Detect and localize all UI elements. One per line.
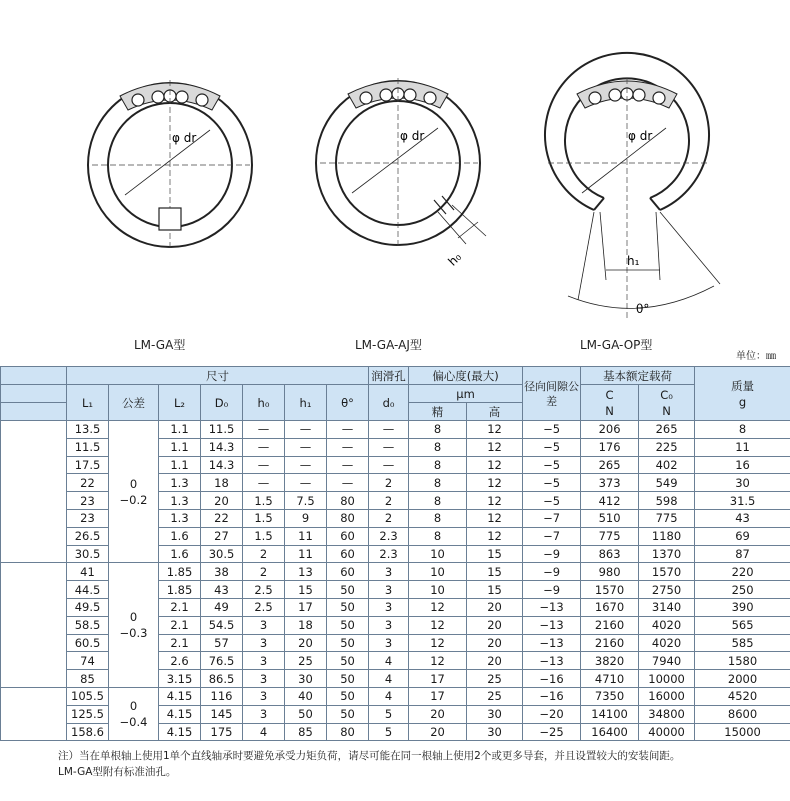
table-cell: 1670	[581, 598, 639, 616]
table-cell: 14100	[581, 705, 639, 723]
table-cell: 20	[467, 652, 523, 670]
table-cell: 74	[67, 652, 109, 670]
table-cell: 85	[285, 723, 327, 741]
table-cell: 412	[581, 492, 639, 510]
table-cell: 510	[581, 509, 639, 527]
table-cell: 3820	[581, 652, 639, 670]
spec-table-body	[1, 421, 790, 741]
model-cell	[1, 705, 67, 723]
table-cell: 50	[327, 705, 369, 723]
table-cell: 3	[243, 652, 285, 670]
table-cell: 17.5	[67, 456, 109, 474]
table-cell: 2000	[695, 670, 790, 688]
table-cell: 76.5	[201, 652, 243, 670]
table-cell: 50	[327, 634, 369, 652]
table-cell: 17	[409, 670, 467, 688]
table-cell: 41	[67, 563, 109, 581]
table-cell: 17	[285, 598, 327, 616]
table-cell: 13.5	[67, 421, 109, 439]
table-cell: 2160	[581, 616, 639, 634]
model-cell	[1, 509, 67, 527]
table-cell: 3	[369, 634, 409, 652]
table-cell: 30.5	[67, 545, 109, 563]
model-cell	[1, 545, 67, 563]
model-cell	[1, 723, 67, 741]
table-cell: −16	[523, 670, 581, 688]
table-cell: 69	[695, 527, 790, 545]
table-cell: 57	[201, 634, 243, 652]
table-cell: 30	[467, 723, 523, 741]
table-cell: 43	[695, 509, 790, 527]
h0-header: h₀	[243, 385, 285, 421]
table-cell: 7350	[581, 687, 639, 705]
table-cell: —	[369, 421, 409, 439]
table-cell: 1.1	[159, 438, 201, 456]
table-cell: 1.85	[159, 563, 201, 581]
table-cell: 60	[327, 527, 369, 545]
table-cell: 8	[409, 438, 467, 456]
model-cell	[1, 456, 67, 474]
table-cell: —	[285, 421, 327, 439]
note-2: LM-GA型附有标准油孔。	[58, 766, 177, 778]
table-cell: 16	[695, 456, 790, 474]
table-cell: 25	[285, 652, 327, 670]
theta-header: θ°	[327, 385, 369, 421]
table-cell: 11	[285, 545, 327, 563]
model-cell	[1, 581, 67, 599]
table-cell: 3	[369, 616, 409, 634]
table-cell: 30	[467, 705, 523, 723]
table-cell: −5	[523, 421, 581, 439]
table-cell: 15000	[695, 723, 790, 741]
table-cell: 50	[327, 687, 369, 705]
table-cell: 4710	[581, 670, 639, 688]
table-cell: 206	[581, 421, 639, 439]
table-cell: 40000	[639, 723, 695, 741]
table-cell: −9	[523, 545, 581, 563]
table-cell: −20	[523, 705, 581, 723]
table-cell: 2.5	[243, 581, 285, 599]
table-cell: 18	[285, 616, 327, 634]
table-cell: 10	[409, 563, 467, 581]
table-row	[1, 421, 790, 439]
d0-outer-header: D₀	[201, 385, 243, 421]
table-cell: 4.15	[159, 687, 201, 705]
table-cell: 60	[327, 545, 369, 563]
table-cell: 4020	[639, 616, 695, 634]
table-cell: 16000	[639, 687, 695, 705]
table-cell: 2.3	[369, 545, 409, 563]
table-cell: 225	[639, 438, 695, 456]
table-cell: 1570	[639, 563, 695, 581]
table-cell: 49	[201, 598, 243, 616]
lm-ga-op-drawing	[545, 53, 720, 320]
table-cell: 125.5	[67, 705, 109, 723]
table-cell: 4	[243, 723, 285, 741]
table-cell: 1.6	[159, 545, 201, 563]
table-cell: 23	[67, 492, 109, 510]
table-cell: 8	[409, 492, 467, 510]
table-cell: 2	[369, 492, 409, 510]
table-cell: 145	[201, 705, 243, 723]
table-cell: 3	[243, 687, 285, 705]
model-cell	[1, 652, 67, 670]
model-cell	[1, 616, 67, 634]
table-cell: 12	[467, 492, 523, 510]
table-cell: 3	[243, 616, 285, 634]
table-cell: 373	[581, 474, 639, 492]
table-cell: —	[369, 456, 409, 474]
table-cell: −16	[523, 687, 581, 705]
table-cell: 1.1	[159, 421, 201, 439]
table-cell: 86.5	[201, 670, 243, 688]
table-cell: 34800	[639, 705, 695, 723]
l2-header: L₂	[159, 385, 201, 421]
table-cell: −25	[523, 723, 581, 741]
table-cell: 14.3	[201, 456, 243, 474]
table-cell: 25	[467, 687, 523, 705]
table-cell: 250	[695, 581, 790, 599]
table-cell: 2.5	[243, 598, 285, 616]
table-cell: 9	[285, 509, 327, 527]
table-cell: 15	[467, 545, 523, 563]
theta-label: θ°	[636, 302, 650, 316]
table-cell: 265	[581, 456, 639, 474]
table-cell: 85	[67, 670, 109, 688]
table-cell: 2.1	[159, 616, 201, 634]
table-cell: 8	[409, 421, 467, 439]
table-cell: 2.6	[159, 652, 201, 670]
table-cell: 80	[327, 723, 369, 741]
table-cell: 1.6	[159, 527, 201, 545]
table-cell: 11.5	[201, 421, 243, 439]
lm-ga-aj-drawing	[316, 78, 486, 269]
precision-header: 精	[409, 403, 467, 421]
table-cell: 775	[639, 509, 695, 527]
table-cell: 30	[695, 474, 790, 492]
table-cell: 26.5	[67, 527, 109, 545]
table-cell: 20	[467, 598, 523, 616]
model-cell	[1, 492, 67, 510]
table-cell: 2750	[639, 581, 695, 599]
table-cell: 3.15	[159, 670, 201, 688]
table-cell: −13	[523, 652, 581, 670]
table-row	[1, 563, 790, 581]
table-cell: 1.3	[159, 474, 201, 492]
blank-header	[1, 367, 67, 385]
note-1: 注）当在单根轴上使用1单个直线轴承时要避免承受力矩负荷，请尽可能在同一根轴上使用2个或更多导套，并且设置较大的安装间距。	[58, 750, 681, 762]
table-cell: 585	[695, 634, 790, 652]
table-cell: 175	[201, 723, 243, 741]
table-cell: 27	[201, 527, 243, 545]
table-cell: 54.5	[201, 616, 243, 634]
table-cell: 20	[409, 723, 467, 741]
table-cell: 10000	[639, 670, 695, 688]
table-cell: 12	[409, 652, 467, 670]
oil-hole-header: 润滑孔	[369, 367, 409, 385]
table-cell: 12	[467, 438, 523, 456]
table-cell: 80	[327, 509, 369, 527]
table-cell: 3	[369, 581, 409, 599]
table-cell: 8	[409, 474, 467, 492]
table-cell: 12	[467, 456, 523, 474]
table-cell: 5	[369, 723, 409, 741]
h1-header: h₁	[285, 385, 327, 421]
table-cell: —	[285, 474, 327, 492]
radial-clearance-header: 径向间隙公差	[523, 367, 581, 421]
table-cell: 12	[409, 598, 467, 616]
diameter-label: φ dr	[172, 131, 197, 145]
table-cell: —	[285, 456, 327, 474]
table-cell: 1180	[639, 527, 695, 545]
table-cell: 50	[285, 705, 327, 723]
model-cell	[1, 474, 67, 492]
model-cell	[1, 438, 67, 456]
table-cell: 40	[285, 687, 327, 705]
table-cell: 20	[285, 634, 327, 652]
caption-lm-ga-aj: LM-GA-AJ型	[355, 338, 422, 352]
table-cell: 1.85	[159, 581, 201, 599]
table-cell: 8	[695, 421, 790, 439]
basic-load-header: 基本额定载荷	[581, 367, 695, 385]
table-cell: 2.1	[159, 598, 201, 616]
table-cell: 2.1	[159, 634, 201, 652]
table-cell: −5	[523, 438, 581, 456]
h0-label: h₀	[445, 249, 465, 269]
table-cell: 13	[285, 563, 327, 581]
table-cell: 22	[201, 509, 243, 527]
table-cell: 7.5	[285, 492, 327, 510]
tolerance-cell: 0 −0.2	[109, 421, 159, 563]
c0-header: C₀ N	[639, 385, 695, 421]
table-cell: 4.15	[159, 705, 201, 723]
table-cell: 1570	[581, 581, 639, 599]
table-cell: 1.5	[243, 527, 285, 545]
c-header: C N	[581, 385, 639, 421]
table-cell: −7	[523, 527, 581, 545]
table-cell: 50	[327, 616, 369, 634]
table-cell: 7940	[639, 652, 695, 670]
table-cell: —	[327, 438, 369, 456]
table-cell: 22	[67, 474, 109, 492]
dimension-header: 尺寸	[67, 367, 369, 385]
table-cell: 8	[409, 527, 467, 545]
table-cell: 20	[467, 616, 523, 634]
table-cell: 2	[243, 545, 285, 563]
table-cell: 1370	[639, 545, 695, 563]
table-cell: 30	[285, 670, 327, 688]
table-cell: 390	[695, 598, 790, 616]
table-cell: 1.3	[159, 492, 201, 510]
table-cell: 1.1	[159, 456, 201, 474]
table-cell: 2.3	[369, 527, 409, 545]
table-cell: 16400	[581, 723, 639, 741]
table-cell: 12	[409, 634, 467, 652]
table-cell: —	[285, 438, 327, 456]
table-cell: 220	[695, 563, 790, 581]
table-row	[1, 687, 790, 705]
table-cell: −7	[523, 509, 581, 527]
table-cell: —	[327, 456, 369, 474]
table-cell: −5	[523, 492, 581, 510]
caption-lm-ga-op: LM-GA-OP型	[580, 338, 653, 352]
table-cell: −9	[523, 581, 581, 599]
table-cell: 1.3	[159, 509, 201, 527]
table-cell: 2160	[581, 634, 639, 652]
table-cell: 58.5	[67, 616, 109, 634]
table-cell: 2	[243, 563, 285, 581]
table-cell: 3140	[639, 598, 695, 616]
table-cell: 158.6	[67, 723, 109, 741]
table-cell: —	[243, 421, 285, 439]
table-cell: 49.5	[67, 598, 109, 616]
table-cell: 3	[243, 705, 285, 723]
table-cell: 50	[327, 581, 369, 599]
table-cell: −5	[523, 456, 581, 474]
d0-oil-header: d₀	[369, 385, 409, 421]
table-cell: 176	[581, 438, 639, 456]
table-cell: 3	[369, 563, 409, 581]
table-cell: 20	[201, 492, 243, 510]
table-cell: 43	[201, 581, 243, 599]
table-cell: 12	[467, 509, 523, 527]
high-header: 高	[467, 403, 523, 421]
model-cell	[1, 527, 67, 545]
eccentricity-header: 偏心度(最大)	[409, 367, 523, 385]
table-cell: 60	[327, 563, 369, 581]
mass-header: 质量 g	[695, 367, 790, 421]
table-cell: 863	[581, 545, 639, 563]
table-cell: −5	[523, 474, 581, 492]
table-cell: 598	[639, 492, 695, 510]
table-cell: −13	[523, 616, 581, 634]
table-cell: 8600	[695, 705, 790, 723]
tolerance-cell: 0 −0.4	[109, 687, 159, 740]
table-cell: —	[243, 474, 285, 492]
table-cell: −9	[523, 563, 581, 581]
table-cell: —	[369, 438, 409, 456]
table-cell: 3	[369, 598, 409, 616]
table-cell: 15	[285, 581, 327, 599]
table-cell: 12	[467, 527, 523, 545]
table-cell: 15	[467, 563, 523, 581]
table-cell: 17	[409, 687, 467, 705]
table-cell: 116	[201, 687, 243, 705]
table-cell: 12	[409, 616, 467, 634]
table-cell: 2	[369, 509, 409, 527]
tolerance-cell: 0 −0.3	[109, 563, 159, 688]
model-cell	[1, 421, 67, 439]
model-cell	[1, 670, 67, 688]
table-cell: 87	[695, 545, 790, 563]
eccentricity-unit: μm	[409, 385, 523, 403]
table-cell: 549	[639, 474, 695, 492]
table-cell: 14.3	[201, 438, 243, 456]
table-cell: 18	[201, 474, 243, 492]
table-cell: 50	[327, 670, 369, 688]
model-cell	[1, 598, 67, 616]
tolerance-header: 公差	[109, 385, 159, 421]
table-cell: 4020	[639, 634, 695, 652]
table-cell: 50	[327, 598, 369, 616]
unit-label: 单位：㎜	[736, 351, 776, 362]
diameter-label: φ dr	[628, 129, 653, 143]
table-cell: −13	[523, 634, 581, 652]
table-cell: 12	[467, 474, 523, 492]
bearing-diagrams	[0, 0, 790, 350]
table-cell: 11	[695, 438, 790, 456]
table-cell: 20	[409, 705, 467, 723]
table-cell: 38	[201, 563, 243, 581]
table-cell: —	[327, 474, 369, 492]
table-cell: 980	[581, 563, 639, 581]
table-cell: 4	[369, 687, 409, 705]
table-cell: 4.15	[159, 723, 201, 741]
table-cell: −13	[523, 598, 581, 616]
table-cell: 8	[409, 509, 467, 527]
model-cell	[1, 687, 67, 705]
table-cell: —	[243, 438, 285, 456]
table-cell: 1580	[695, 652, 790, 670]
table-cell: 23	[67, 509, 109, 527]
table-cell: 12	[467, 421, 523, 439]
table-cell: 50	[327, 652, 369, 670]
lm-ga-drawing	[88, 80, 252, 250]
table-cell: 5	[369, 705, 409, 723]
table-cell: 265	[639, 421, 695, 439]
table-cell: 775	[581, 527, 639, 545]
caption-lm-ga: LM-GA型	[134, 338, 186, 352]
notes	[58, 748, 778, 780]
table-cell: 565	[695, 616, 790, 634]
diameter-label: φ dr	[400, 129, 425, 143]
table-cell: —	[327, 421, 369, 439]
table-cell: 2	[369, 474, 409, 492]
table-cell: 30.5	[201, 545, 243, 563]
table-cell: 11	[285, 527, 327, 545]
table-cell: 3	[243, 634, 285, 652]
table-cell: 4	[369, 652, 409, 670]
table-cell: 1.5	[243, 509, 285, 527]
table-cell: 11.5	[67, 438, 109, 456]
table-cell: —	[243, 456, 285, 474]
table-cell: 4520	[695, 687, 790, 705]
model-cell	[1, 634, 67, 652]
table-cell: 20	[467, 634, 523, 652]
spec-table	[0, 366, 790, 741]
table-cell: 10	[409, 581, 467, 599]
table-cell: 402	[639, 456, 695, 474]
table-cell: 44.5	[67, 581, 109, 599]
table-cell: 80	[327, 492, 369, 510]
table-cell: 10	[409, 545, 467, 563]
table-cell: 1.5	[243, 492, 285, 510]
model-cell	[1, 563, 67, 581]
h1-label: h₁	[627, 254, 640, 268]
table-cell: 8	[409, 456, 467, 474]
table-cell: 105.5	[67, 687, 109, 705]
table-cell: 31.5	[695, 492, 790, 510]
table-cell: 25	[467, 670, 523, 688]
table-cell: 3	[243, 670, 285, 688]
table-cell: 15	[467, 581, 523, 599]
table-cell: 4	[369, 670, 409, 688]
table-cell: 60.5	[67, 634, 109, 652]
l1-header: L₁	[67, 385, 109, 421]
